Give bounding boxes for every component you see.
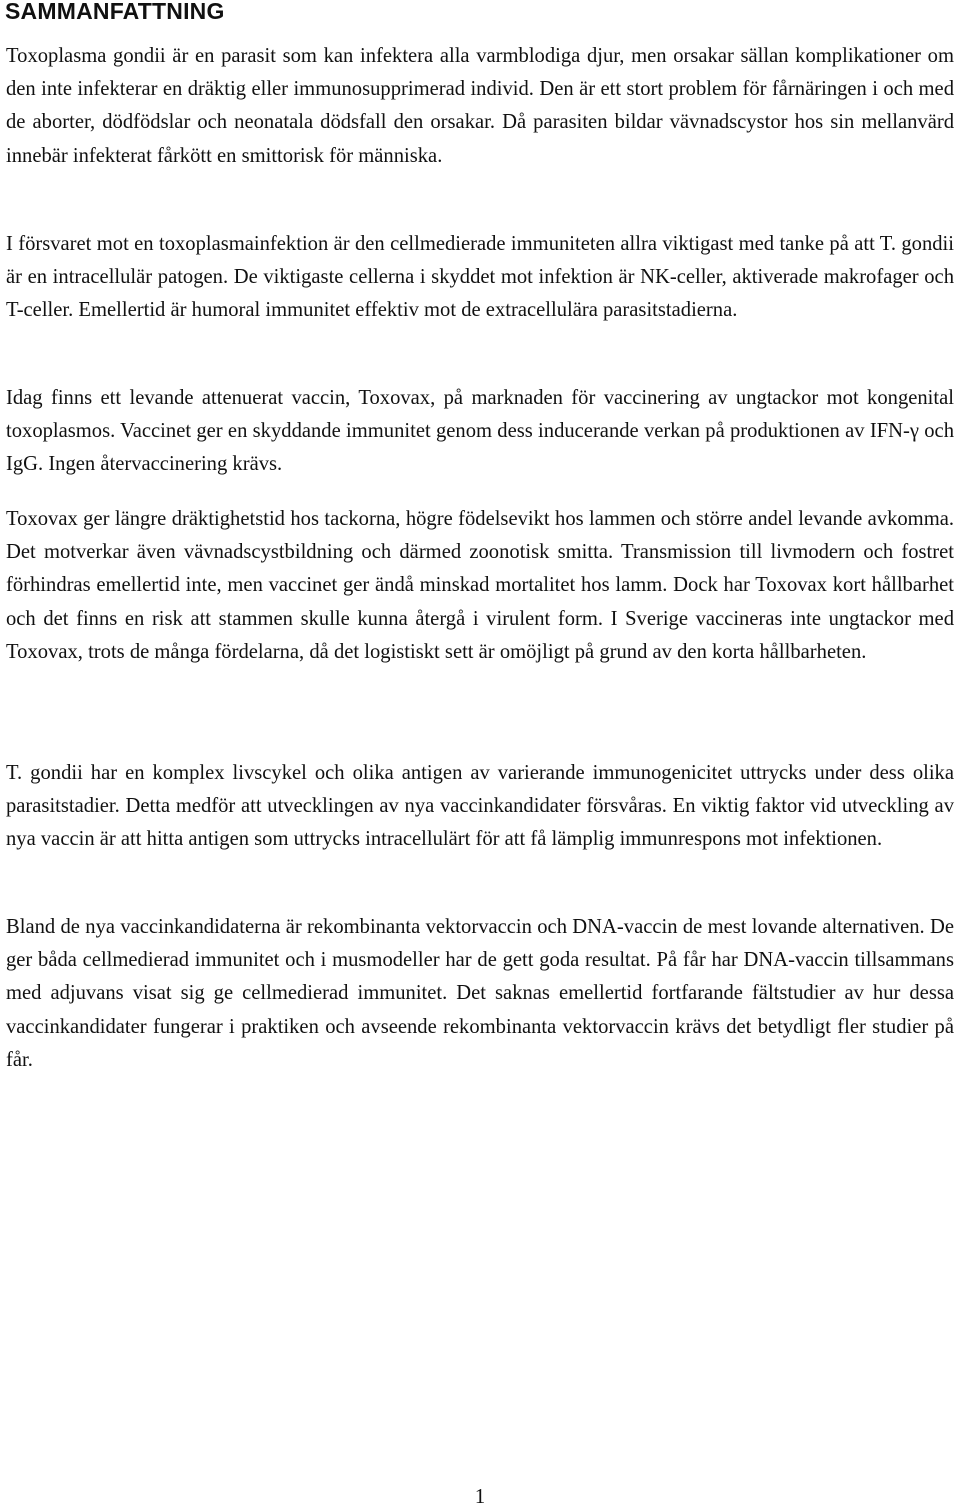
paragraph-immune-defense: I försvaret mot en toxoplasmainfektion är den cellmedierade immuniteten allra viktigast med tanke på att T. gondii är en intracellulär patogen. De viktigaste cellerna i skyddet mot infektion är NK-celler, aktiverade makrofager och T-celler. Emellertid är humoral immunitet effektiv mot de extracellulära parasitstadierna. — [6, 233, 954, 322]
paragraph-toxovax-vaccine: Idag finns ett levande attenuerat vaccin, Toxovax, på marknaden för vaccinering av ungtackor mot kongenital toxoplasmos. Vaccinet ger en skyddande immunitet genom dess inducerande verkan på produktionen av IFN-γ och IgG. Ingen återvaccinering krävs. — [6, 387, 954, 476]
page-number: 1 — [474, 1484, 486, 1508]
paragraph-intro: Toxoplasma gondii är en parasit som kan infektera alla varmblodiga djur, men orsakar sällan komplikationer om den inte infekterar en dräktig eller immunosupprimerad individ. Den är ett stort problem för fårnäringen i och med de aborter, dödfödslar och neonatala dödsfall den orsakar. Då parasiten bildar vävnadscystor hos sin mellanvärd innebär infekterat fårkött en smittorisk för människa. — [6, 45, 954, 167]
section-heading: SAMMANFATTNING — [5, 0, 225, 24]
paragraph-life-cycle: T. gondii har en komplex livscykel och olika antigen av varierande immunogenicitet uttrycks under dess olika parasitstadier. Detta medför att utvecklingen av nya vaccinkandidater försvåras. En viktig faktor vid utveckling av nya vaccin är att hitta antigen som uttrycks intracellulärt för att få lämplig immunrespons mot infektionen. — [6, 762, 954, 851]
paragraph-toxovax-effects: Toxovax ger längre dräktighetstid hos tackorna, högre födelsevikt hos lammen och större andel levande avkomma. Det motverkar även vävnadscystbildning och därmed zoonotisk smitta. Transmission till livmodern och fostret förhindras emellertid inte, men vaccinet ger ändå minskad mortalitet hos lamm. Dock har Toxovax kort hållbarhet och det finns en risk att stammen skulle kunna återgå i virulent form. I Sverige vaccineras inte ungtackor med Toxovax, trots de många fördelarna, då det logistiskt sett är omöjligt på grund av den korta hållbarheten. — [6, 508, 954, 663]
paragraph-new-candidates: Bland de nya vaccinkandidaterna är rekombinanta vektorvaccin och DNA-vaccin de mest lovande alternativen. De ger båda cellmedierad immunitet och i musmodeller har de gett goda resultat. På får har DNA-vaccin tillsammans med adjuvans visat sig ge cellmedierad immunitet. Det saknas emellertid fortfarande fältstudier av hur dessa vaccinkandidater fungerar i praktiken och avseende rekombinanta vektorvaccin krävs det betydligt fler studier på får. — [6, 916, 954, 1071]
